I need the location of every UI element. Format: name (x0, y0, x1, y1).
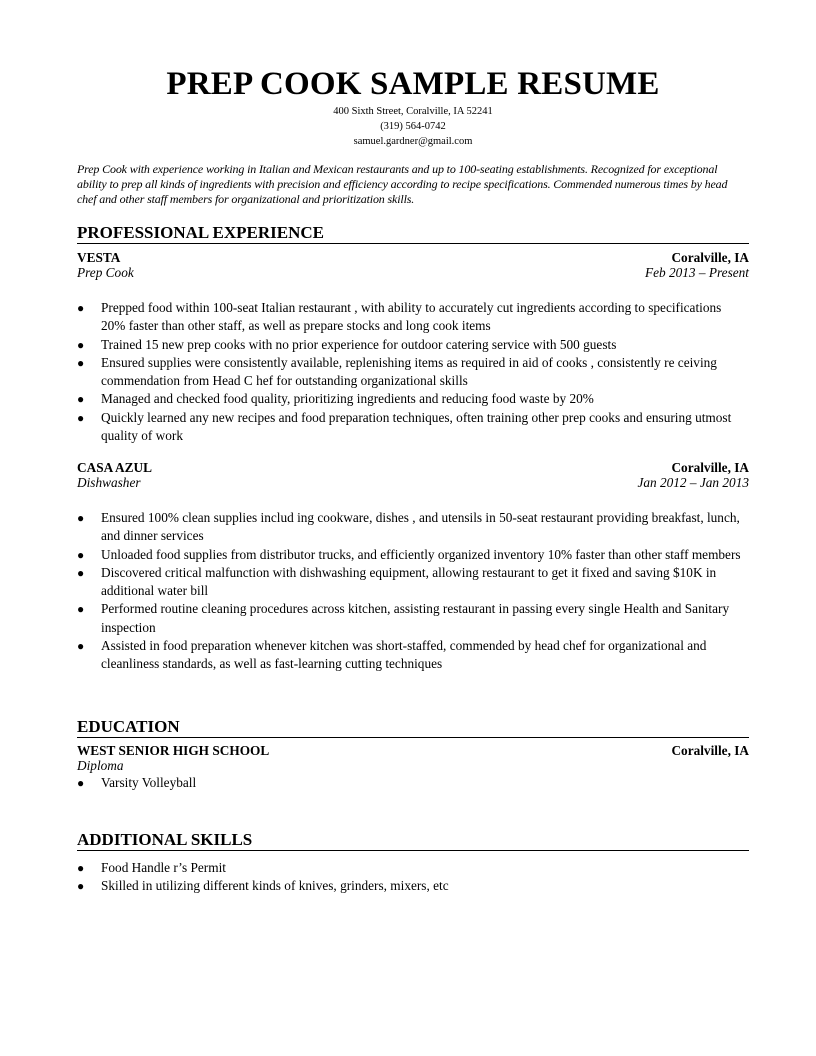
job-role: Prep Cook (77, 265, 134, 280)
page-title: PREP COOK SAMPLE RESUME (166, 66, 660, 102)
bullet-icon: ● (77, 355, 85, 370)
job-bullet-list (77, 299, 749, 445)
list-item: ● Unloaded food supplies from distributor trucks, and efficiently organized inventory 10% faster than other staff members (77, 546, 749, 564)
bullet-icon: ● (77, 879, 85, 894)
job-location: Coralville, IA (671, 460, 749, 475)
school-name: WEST SENIOR HIGH SCHOOL (77, 743, 270, 758)
list-item: ● Prepped food within 100-seat Italian restaurant , with ability to accurately cut ingredients according to specifications 20% faster than other staff, as well as prepare stocks and long cook items (77, 300, 722, 334)
education-bullet-list (77, 774, 749, 792)
school-header-row (77, 743, 749, 759)
degree-row (77, 758, 749, 774)
employer-name: CASA AZUL (77, 460, 153, 475)
contact-phone: (319) 564-0742 (380, 121, 446, 132)
summary-paragraph: Prep Cook with experience working in Italian and Mexican restaurants and up to 100-seating establishments. Recognized for exceptional ability to prep all kinds of ingredients with precision and efficiency according to recipe specifications. Commended numerous times by head chef and other staff members for organizational and prioritization skills. (77, 162, 728, 206)
bullet-icon: ● (77, 392, 85, 407)
list-item: ● Ensured 100% clean supplies includ ing cookware, dishes , and utensils in 50-seat restaurant providing breakfast, lunch, and dinner services (77, 510, 740, 544)
list-item: ● Trained 15 new prep cooks with no prior experience for outdoor catering service with 500 guests (77, 336, 749, 354)
bullet-icon: ● (77, 301, 85, 315)
bullet-icon: ● (77, 602, 85, 617)
bullet-icon: ● (77, 776, 85, 790)
skills-heading: ADDITIONAL SKILLS (77, 830, 749, 851)
list-item: ● Varsity Volleyball (77, 774, 749, 792)
experience-heading: PROFESSIONAL EXPERIENCE (77, 223, 749, 244)
contact-address: 400 Sixth Street, Coralville, IA 52241 (333, 106, 493, 117)
job-header-row (77, 460, 749, 476)
bullet-icon: ● (77, 565, 85, 580)
job-bullet-list (77, 509, 749, 674)
list-item: ● Ensured supplies were consistently available, replenishing items as required in aid of cooks , consistently re ceiving commendation from Head C hef for outstanding organizational skills (77, 354, 717, 389)
bullet-icon: ● (77, 511, 85, 525)
bullet-icon: ● (77, 410, 85, 425)
job-role: Dishwasher (77, 475, 141, 490)
list-item: ● Managed and checked food quality, prioritizing ingredients and reducing food waste by 20% (77, 390, 749, 408)
bullet-icon: ● (77, 547, 85, 562)
job-location: Coralville, IA (671, 250, 749, 265)
list-item: ● Assisted in food preparation whenever kitchen was short-staffed, commended by head chef for organizational and cleanliness standards, as well as fast-learning cutting techniques (77, 638, 707, 672)
list-item: ● Skilled in utilizing different kinds of knives, grinders, mixers, etc (77, 877, 749, 895)
list-item: ● Quickly learned any new recipes and food preparation techniques, often training other prep cooks and ensuring utmost quality of work (77, 409, 732, 444)
job-dates: Jan 2012 – Jan 2013 (637, 475, 749, 490)
contact-email: samuel.gardner@gmail.com (353, 136, 473, 147)
education-heading: EDUCATION (77, 717, 749, 738)
list-item: ● Food Handle r’s Permit (77, 859, 749, 877)
job-dates: Feb 2013 – Present (644, 265, 749, 280)
list-item: ● Discovered critical malfunction with dishwashing equipment, allowing restaurant to get it fixed and saving $10K in additional water bill (77, 564, 717, 599)
employer-name: VESTA (77, 250, 121, 265)
job-role-row (77, 265, 749, 281)
list-item: ● Performed routine cleaning procedures across kitchen, assisting restaurant in passing every single Health and Sanitary inspection (77, 601, 730, 635)
bullet-icon: ● (77, 337, 85, 352)
degree: Diploma (77, 758, 124, 773)
bullet-icon: ● (77, 861, 85, 875)
skills-bullet-list (77, 859, 749, 896)
job-role-row (77, 475, 749, 491)
job-header-row (77, 250, 749, 266)
bullet-icon: ● (77, 639, 85, 654)
school-location: Coralville, IA (671, 743, 749, 758)
